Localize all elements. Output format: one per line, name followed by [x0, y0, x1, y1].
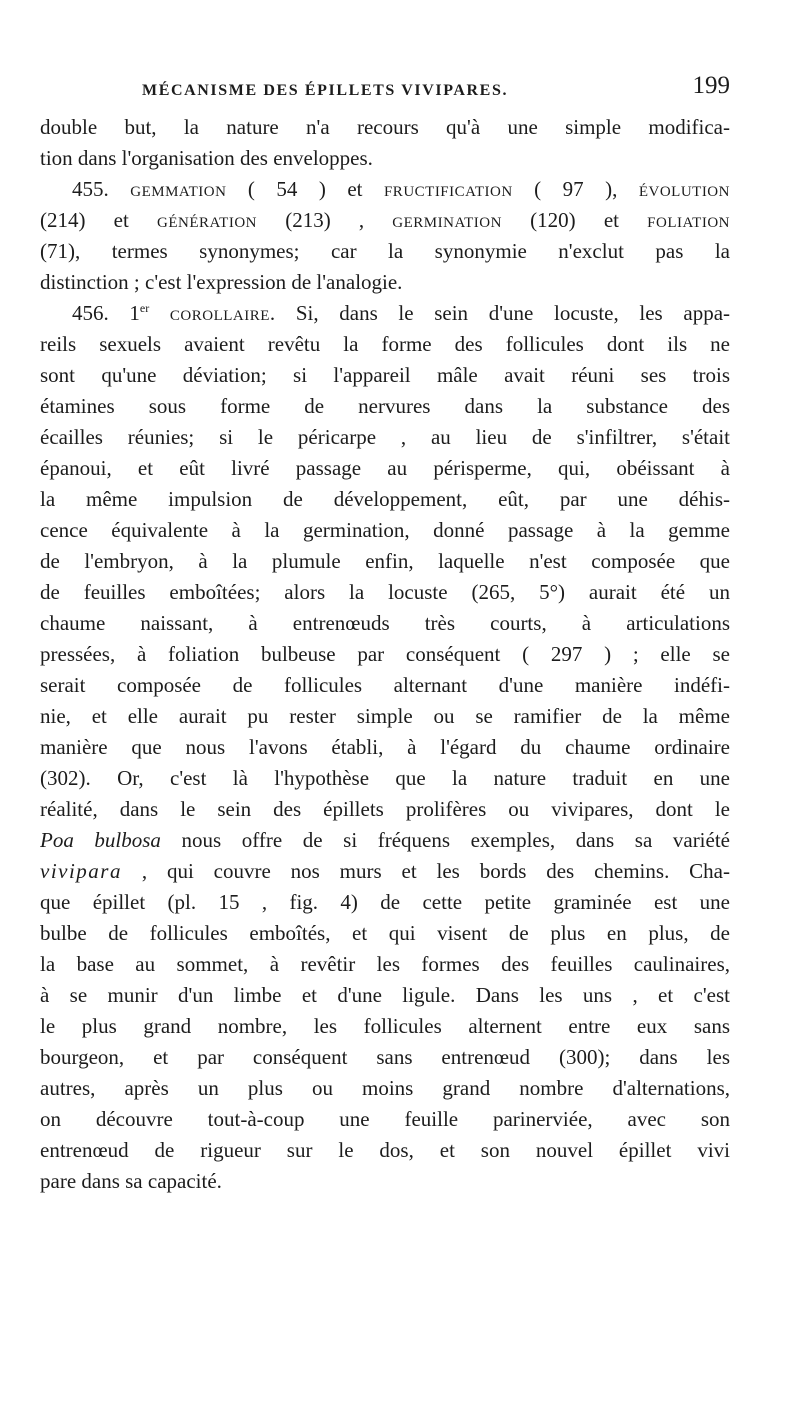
text-line: entrenœud de rigueur sur le dos, et son nouvel épillet vivi: [40, 1138, 730, 1162]
text-line: serait composée de follicules alternant d'une manière indéfi-: [40, 673, 730, 697]
text-run: ( 54 ) et: [226, 177, 384, 201]
text-line: on découvre tout-à-coup une feuille parinerviée, avec son: [40, 1107, 730, 1131]
text-line: bulbe de follicules emboîtés, et qui visent de plus en plus, de: [40, 921, 730, 945]
text-line: [40, 825, 730, 856]
text-line: manière que nous l'avons établi, à l'égard du chaume ordinaire: [40, 735, 730, 759]
text-line: double but, la nature n'a recours qu'à une simple modifica-: [40, 115, 730, 139]
text-line: écailles réunies; si le péricarpe , au lieu de s'infiltrer, s'était: [40, 425, 730, 449]
text-line: à se munir d'un limbe et d'une ligule. Dans les uns , et c'est: [40, 983, 730, 1007]
text-line: [40, 174, 730, 205]
text-line: (71), termes synonymes; car la synonymie n'exclut pas la: [40, 239, 730, 263]
text-run: germination: [392, 208, 502, 232]
text-run: 456. 1: [72, 301, 140, 325]
text-line: reils sexuels avaient revêtu la forme des follicules dont ils ne: [40, 332, 730, 356]
text-run: ( 97 ),: [512, 177, 639, 201]
text-run: , qui couvre nos murs et les bords des chemins. Cha-: [121, 859, 730, 883]
running-title: MÉCANISME DES ÉPILLETS VIVIPARES.: [142, 82, 509, 99]
text-line: que épillet (pl. 15 , fig. 4) de cette petite graminée est une: [40, 890, 730, 914]
text-line: étamines sous forme de nervures dans la substance des: [40, 394, 730, 418]
text-line: de feuilles emboîtées; alors la locuste (265, 5°) aurait été un: [40, 580, 730, 604]
text-run: génération: [157, 208, 258, 232]
text-run: (213) ,: [257, 208, 393, 232]
page-header: [40, 72, 730, 112]
text-run: nous offre de si fréquens exemples, dans sa variété: [160, 828, 730, 852]
paragraph: [40, 298, 730, 1197]
text-line: autres, après un plus ou moins grand nombre d'alternations,: [40, 1076, 730, 1100]
text-line: distinction ; c'est l'expression de l'analogie.: [40, 270, 403, 294]
text-line: [40, 298, 730, 329]
text-run: vivipara: [40, 859, 122, 883]
page-number: 199: [692, 72, 730, 99]
text-run: évolution: [638, 177, 730, 201]
text-line: le plus grand nombre, les follicules alternent entre eux sans: [40, 1014, 730, 1038]
text-line: épanoui, et eût livré passage au périsperme, qui, obéissant à: [40, 456, 730, 480]
text-line: chaume naissant, à entrenœuds très courts, à articulations: [40, 611, 730, 635]
text-line: nie, et elle aurait pu rester simple ou se ramifier de la même: [40, 704, 730, 728]
text-run: (214) et: [40, 208, 158, 232]
text-line: réalité, dans le sein des épillets prolifères ou vivipares, dont le: [40, 797, 730, 821]
text-run: (120) et: [501, 208, 648, 232]
text-line: sont qu'une déviation; si l'appareil mâle avait réuni ses trois: [40, 363, 730, 387]
paragraph: [40, 174, 730, 298]
text-line: la même impulsion de développement, eût, par une déhis-: [40, 487, 730, 511]
text-run: Poa bulbosa: [40, 828, 161, 852]
text-run: er: [139, 301, 150, 315]
text-line: [40, 205, 730, 236]
text-line: cence équivalente à la germination, donné passage à la gemme: [40, 518, 730, 542]
text-run: foliation: [647, 208, 730, 232]
text-line: [40, 856, 730, 887]
text-line: pare dans sa capacité.: [40, 1169, 222, 1193]
body-text: [40, 112, 730, 1197]
text-line: de l'embryon, à la plumule enfin, laquelle n'est composée que: [40, 549, 730, 573]
text-run: . Si, dans le sein d'une locuste, les appa-: [269, 301, 730, 325]
text-run: corollaire: [169, 301, 270, 325]
paragraph: [40, 112, 730, 174]
text-line: la base au sommet, à revêtir les formes des feuilles caulinaires,: [40, 952, 730, 976]
text-line: bourgeon, et par conséquent sans entrenœud (300); dans les: [40, 1045, 730, 1069]
text-line: pressées, à foliation bulbeuse par conséquent ( 297 ) ; elle se: [40, 642, 730, 666]
text-run: 455.: [72, 177, 131, 201]
text-run: [149, 301, 170, 325]
text-run: gemmation: [130, 177, 227, 201]
text-line: (302). Or, c'est là l'hypothèse que la nature traduit en une: [40, 766, 730, 790]
text-run: fructification: [383, 177, 513, 201]
text-line: tion dans l'organisation des enveloppes.: [40, 146, 373, 170]
